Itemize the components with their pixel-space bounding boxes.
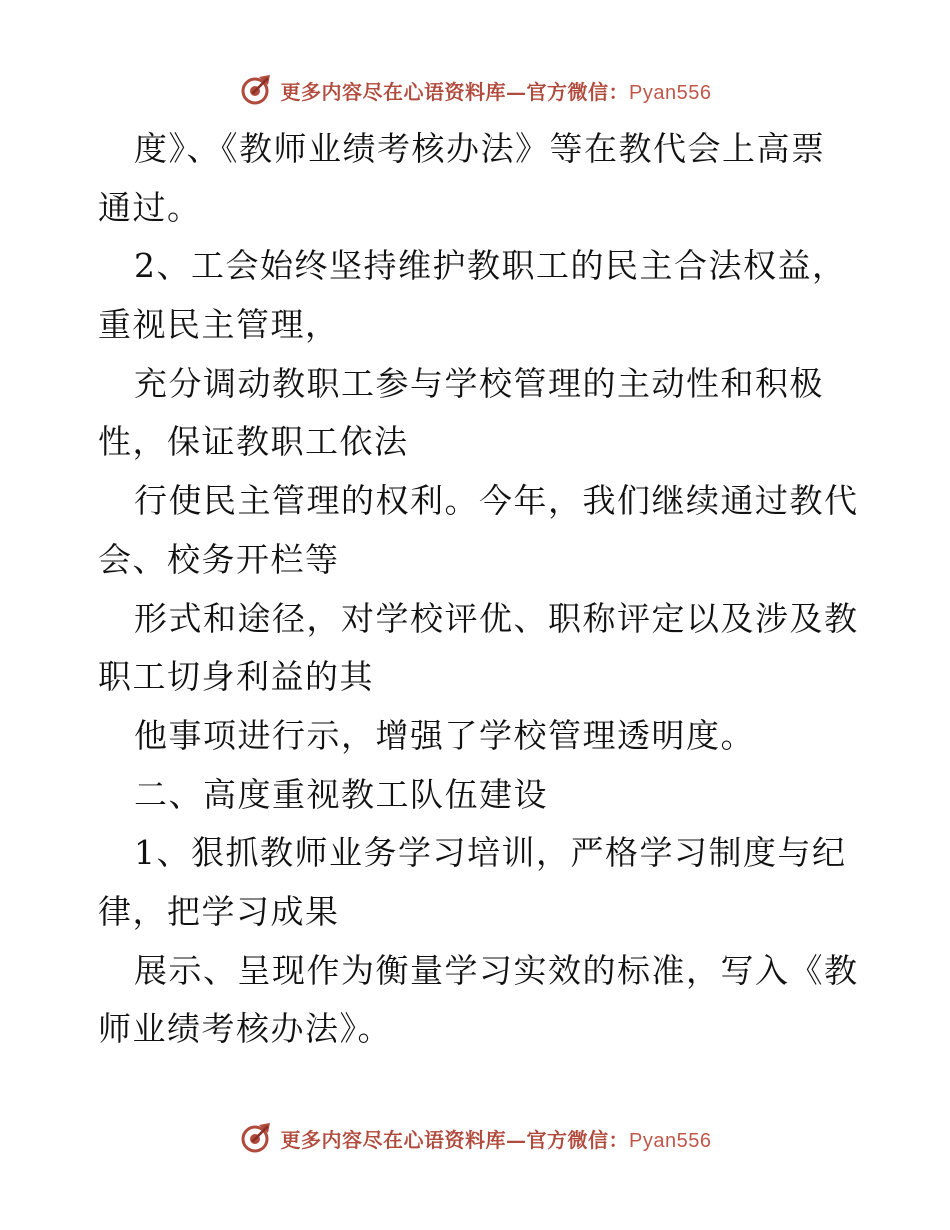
body-line: 度》、《教师业绩考核办法》等在教代会上高票 [134,129,826,168]
watermark-title: 更多内容尽在心语资料库 [280,79,507,104]
watermark-wechat-id: Pyan556 [629,1129,712,1152]
body-line: 展示、呈现作为衡量学习实效的标准，写入《教 [134,950,859,990]
watermark-wechat-id: Pyan556 [629,81,712,104]
watermark-title: 更多内容尽在心语资料库 [280,1127,507,1152]
watermark-wechat-label: 官方微信： [526,79,630,104]
body-line: 会、校务开栏等 [98,539,340,579]
body-line: 2、工会始终坚持维护教职工的民主合法权益， [134,246,847,286]
body-line: 师业绩考核办法》。 [98,1009,392,1049]
watermark-separator: — [506,1127,527,1152]
body-line: 通过。 [98,187,202,227]
body-line: 1、狠抓教师业务学习培训，严格学习制度与纪 [134,833,847,873]
pen-logo-icon [239,73,273,107]
body-line: 行使民主管理的权利。今年，我们继续通过教代 [134,481,859,521]
pen-logo-icon [239,1121,273,1155]
body-line: 重视民主管理， [98,305,340,345]
header-watermark [0,70,950,110]
body-line: 性，保证教职工依法 [98,422,409,462]
body-line: 职工切身利益的其 [98,657,374,697]
document-body [98,120,858,1059]
body-line: 充分调动教职工参与学校管理的主动性和积极 [134,363,824,403]
body-line: 他事项进行示，增强了学校管理透明度。 [134,715,755,755]
watermark-wechat-label: 官方微信： [526,1127,630,1152]
body-line: 律，把学习成果 [98,891,340,931]
body-line: 形式和途径，对学校评优、职称评定以及涉及教 [134,598,859,638]
watermark-separator: — [506,79,527,104]
section-heading: 二、高度重视教工队伍建设 [134,774,548,814]
footer-watermark [0,1118,950,1158]
